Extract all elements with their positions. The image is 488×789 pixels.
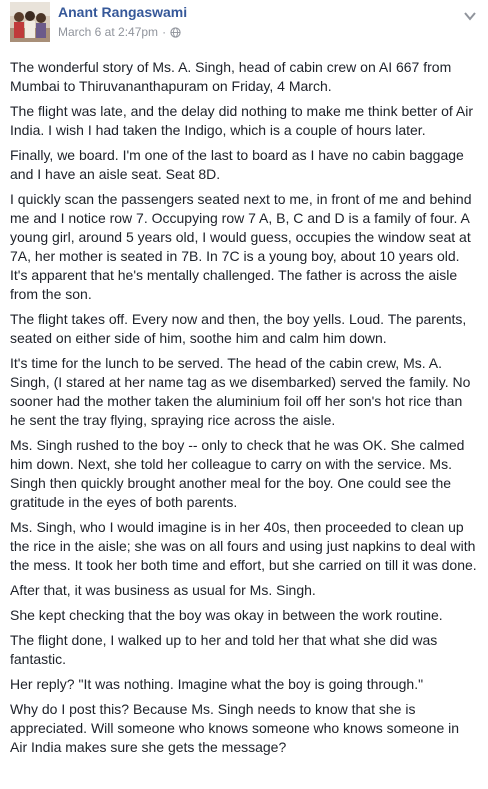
post-paragraph: She kept checking that the boy was okay in between the work routine. [10,607,443,623]
post-paragraph: Ms. Singh, who I would imagine is in her 40s, then proceeded to clean up the rice in the aisle; she was on all fours and using just napkins to deal with the mess. It took her both time and effort, but she carried on till it was done. [10,519,477,573]
post-paragraph: Ms. Singh rushed to the boy -- only to check that he was OK. She calmed him down. Next, she told her colleague to carry on with the service. Ms. Singh then quickly brought another meal for the boy. One could see the gratitude in the eyes of both parents. [10,437,465,510]
chevron-down-icon[interactable] [464,8,476,18]
post-header [10,2,480,46]
post-paragraph: I quickly scan the passengers seated next to me, in front of me and behind me and I notice row 7. Occupying row 7 A, B, C and D is a family of four. A young girl, around 5 years old, I would guess, occupies the window seat at 7A, her mother is seated in 7B. In 7C is a young boy, about 10 years old. It's apparent that he's mentally challenged. The father is across the aisle from the son. [10,191,472,302]
post-paragraph: The flight takes off. Every now and then, the boy yells. Loud. The parents, seated on either side of him, soothe him and calm him down. [10,311,467,346]
post-paragraph: The flight done, I walked up to her and told her that what she did was fantastic. [10,632,438,667]
globe-icon[interactable] [170,27,181,38]
author-name-link[interactable]: Anant Rangaswami [58,4,188,20]
post-paragraph: Her reply? "It was nothing. Imagine what the boy is going through." [10,676,424,692]
avatar-image [10,2,50,42]
post-paragraph: Finally, we board. I'm one of the last to board as I have no cabin baggage and I have an aisle seat. Seat 8D. [10,147,464,182]
post-timestamp-link[interactable]: March 6 at 2:47pm [58,25,159,39]
meta-separator: · [162,25,167,39]
avatar[interactable] [10,2,50,42]
post-paragraph: The wonderful story of Ms. A. Singh, head of cabin crew on AI 667 from Mumbai to Thiruvananthapuram on Friday, 4 March. [10,59,452,94]
post-paragraph: It's time for the lunch to be served. The head of the cabin crew, Ms. A. Singh, (I stared at her name tag as we disembarked) served the family. No sooner had the mother taken the aluminium foil off her son's hot rice than he sent the tray flying, spraying rice across the aisle. [10,355,471,428]
post-meta [58,25,181,39]
post-paragraph: Why do I post this? Because Ms. Singh needs to know that she is appreciated. Will someone who knows someone who knows someone in Air India makes sure she gets the message? [10,701,460,755]
post-paragraph: The flight was late, and the delay did nothing to make me think better of Air India. I wish I had taken the Indigo, which is a couple of hours later. [10,103,474,138]
post-body [10,58,478,763]
post-paragraph: After that, it was business as usual for Ms. Singh. [10,582,316,598]
